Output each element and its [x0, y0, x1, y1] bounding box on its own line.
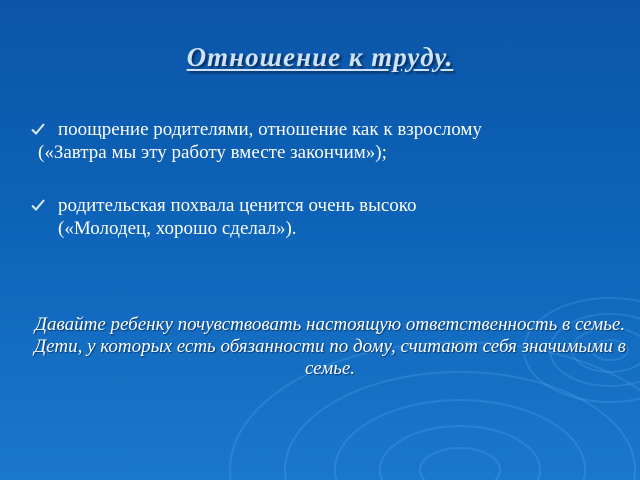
bullet-text-line: («Молодец, хорошо сделал»). [58, 218, 297, 239]
bullet-item [30, 118, 630, 141]
checkmark-icon [30, 121, 46, 137]
bullet-continuation: («Завтра мы эту работу вместе закончим»); [38, 142, 387, 163]
bullet-list [30, 118, 630, 240]
callout-paragraph: Давайте ребенку почувствовать настоящую ответственность в семье. [34, 314, 626, 335]
bullet-text-line: поощрение родителями, отношение как к взрослому [58, 119, 482, 140]
checkmark-icon [30, 197, 46, 213]
slide-title: Отношение к труду. [186, 42, 454, 72]
bullet-text-line: родительская похвала ценится очень высоко [58, 195, 417, 216]
callout-paragraph: Дети, у которых есть обязанности по дому, считают себя значимыми в семье. [34, 336, 626, 379]
bullet-item [30, 194, 630, 240]
callout-text [20, 314, 640, 380]
